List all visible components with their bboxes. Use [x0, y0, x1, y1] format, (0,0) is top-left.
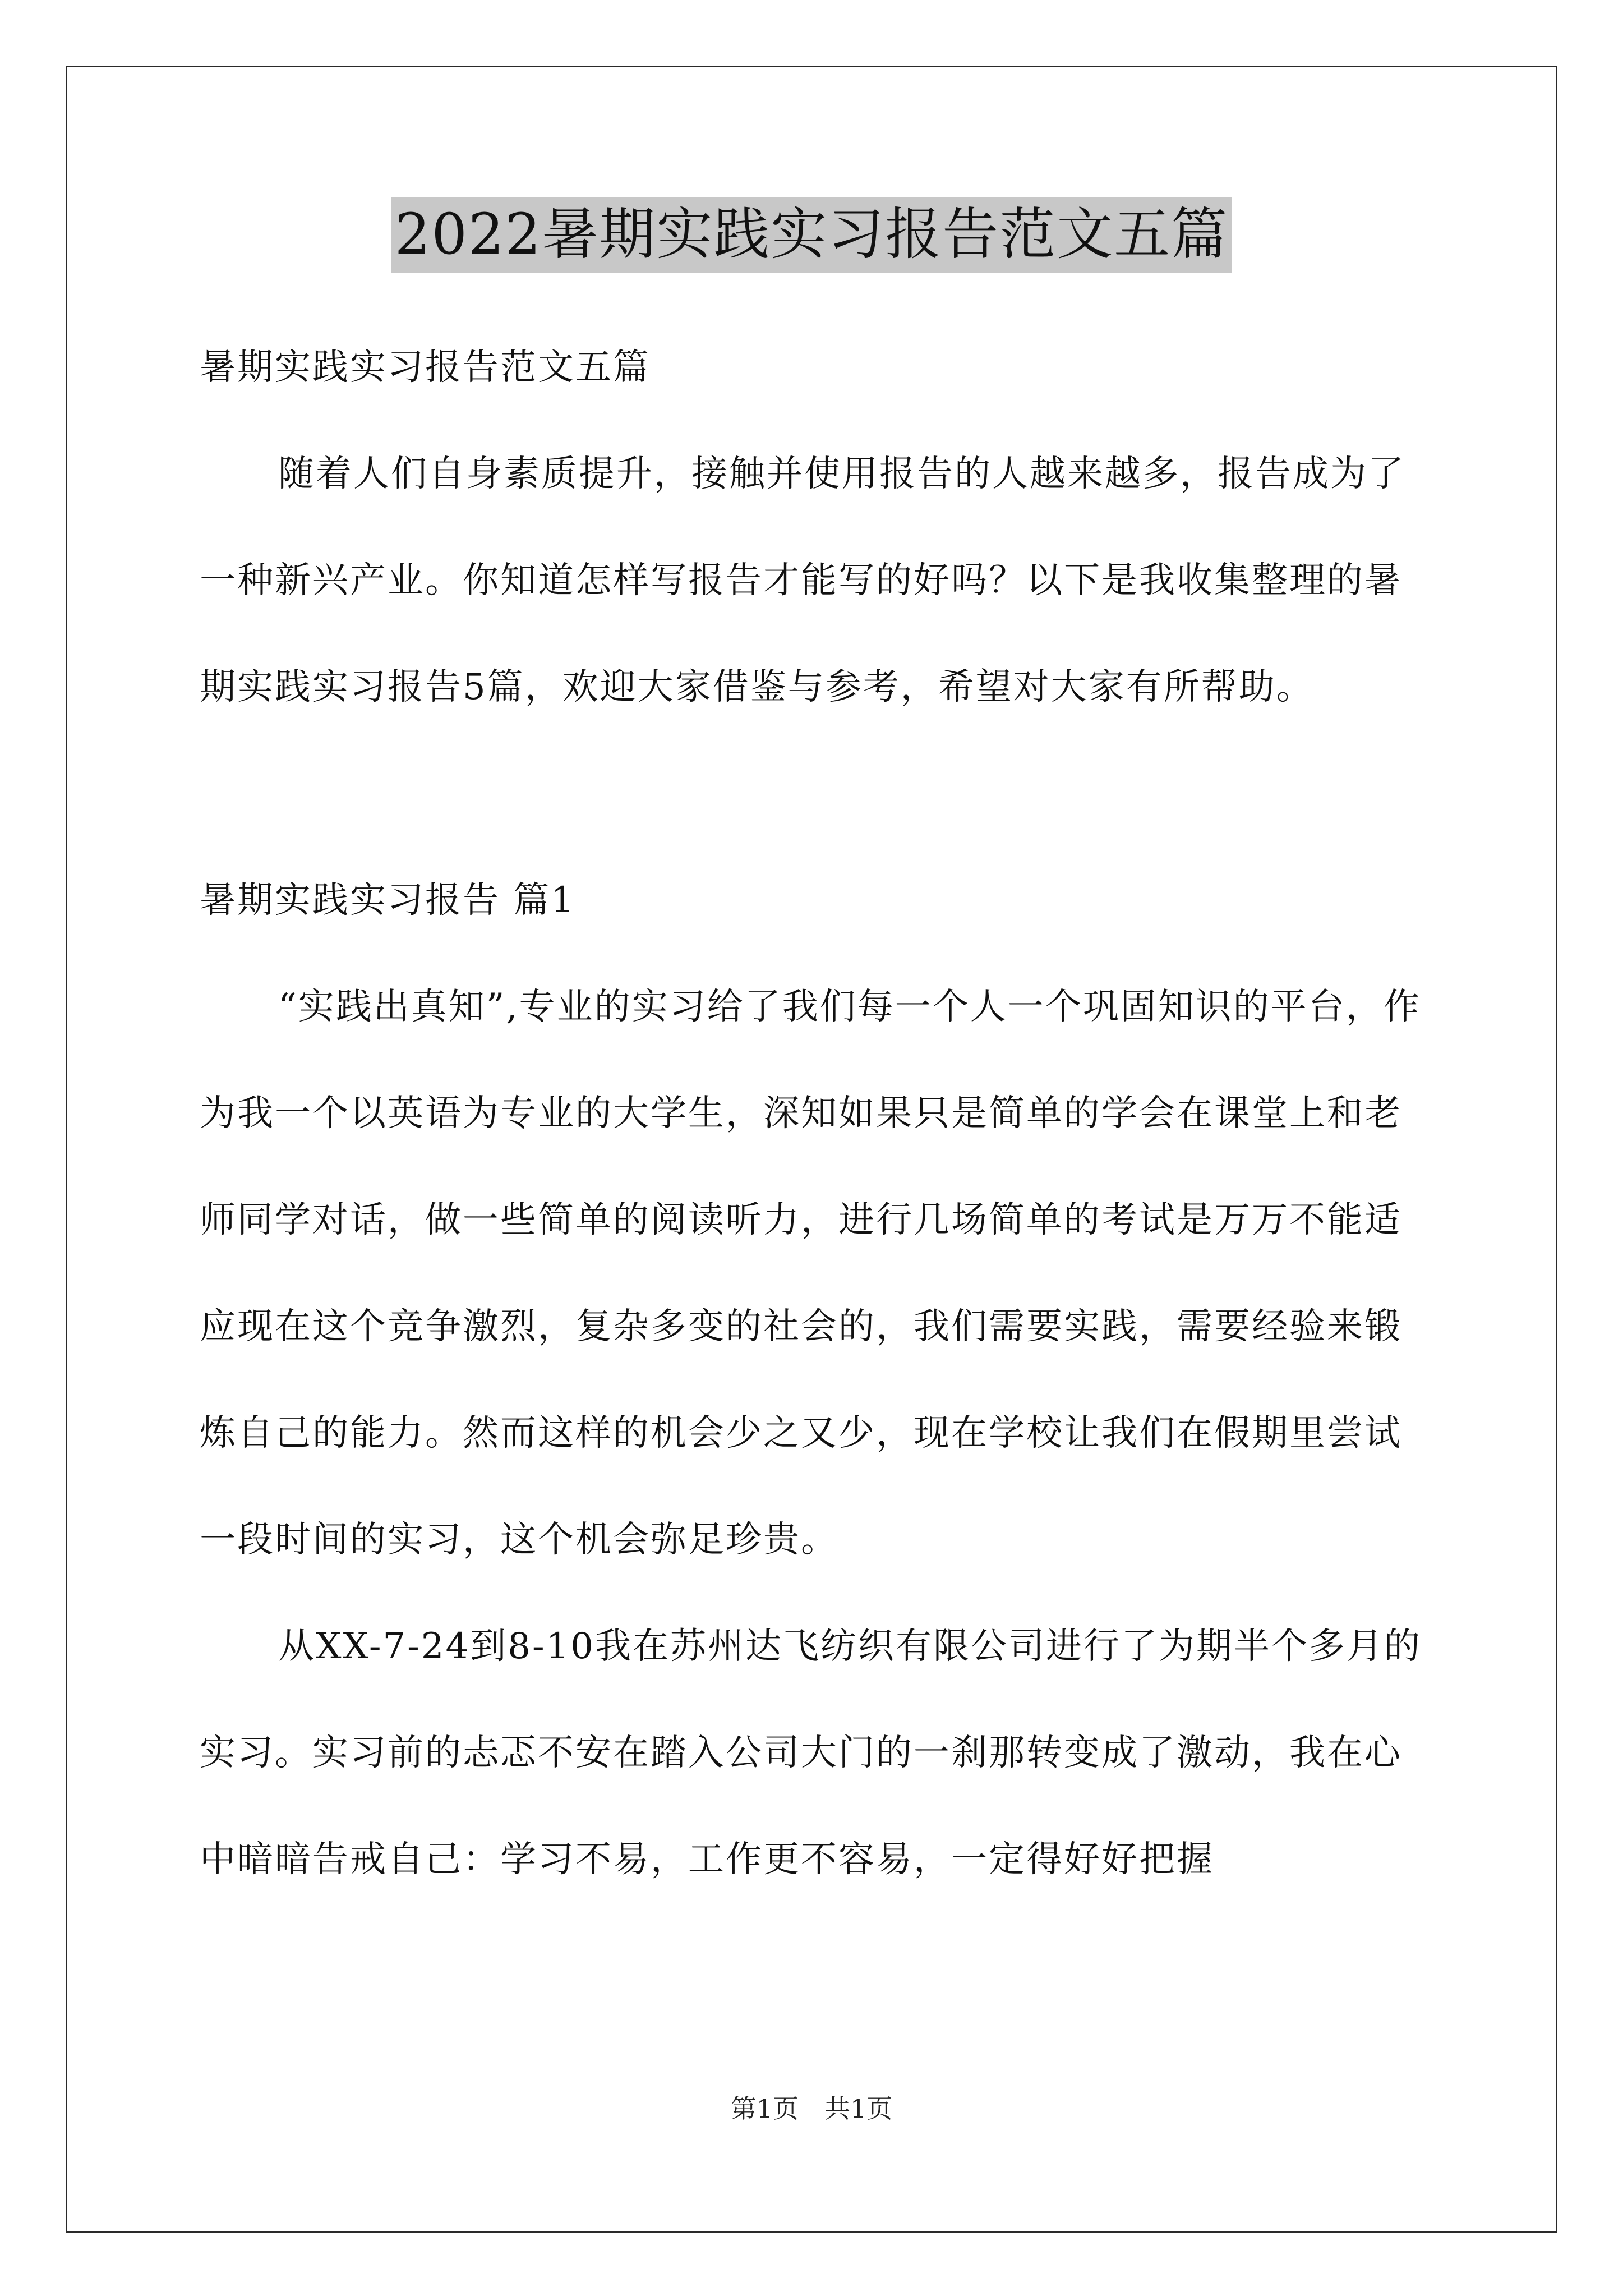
- body-paragraph-1: “实践出真知”,专业的实习给了我们每一个人一个巩固知识的平台，作为我一个以英语为专业的大学生，深知如果只是简单的学会在课堂上和老师同学对话，做一些简单的阅读听力，进行几场简单的考试是万万不能适应现在这个竞争激烈，复杂多变的社会的，我们需要实践，需要经验来锻炼自己的能力。然而这样的机会少之又少，现在学校让我们在假期里尝试一段时间的实习，这个机会弥足珍贵。: [200, 986, 1421, 1561]
- document-subtitle: 暑期实践实习报告范文五篇: [200, 347, 651, 388]
- document-title: [0, 197, 1623, 273]
- document-body: [200, 314, 1433, 1913]
- section-heading: 暑期实践实习报告 篇1: [200, 880, 576, 921]
- document-title-text: 2022暑期实践实习报告范文五篇: [391, 197, 1232, 273]
- body-paragraph-2: 从XX-7-24到8-10我在苏州达飞纺织有限公司进行了为期半个多月的实习。实习前的忐忑不安在踏入公司大门的一刹那转变成了激动，我在心中暗暗告戒自己：学习不易，工作更不容易，一定得好好把握: [200, 1626, 1422, 1880]
- page-number: 第1页 共1页: [730, 2093, 893, 2124]
- intro-paragraph: 随着人们自身素质提升，接触并使用报告的人越来越多，报告成为了一种新兴产业。你知道怎样写报告才能写的好吗？以下是我收集整理的暑期实践实习报告5篇，欢迎大家借鉴与参考，希望对大家有所帮助。: [200, 453, 1405, 708]
